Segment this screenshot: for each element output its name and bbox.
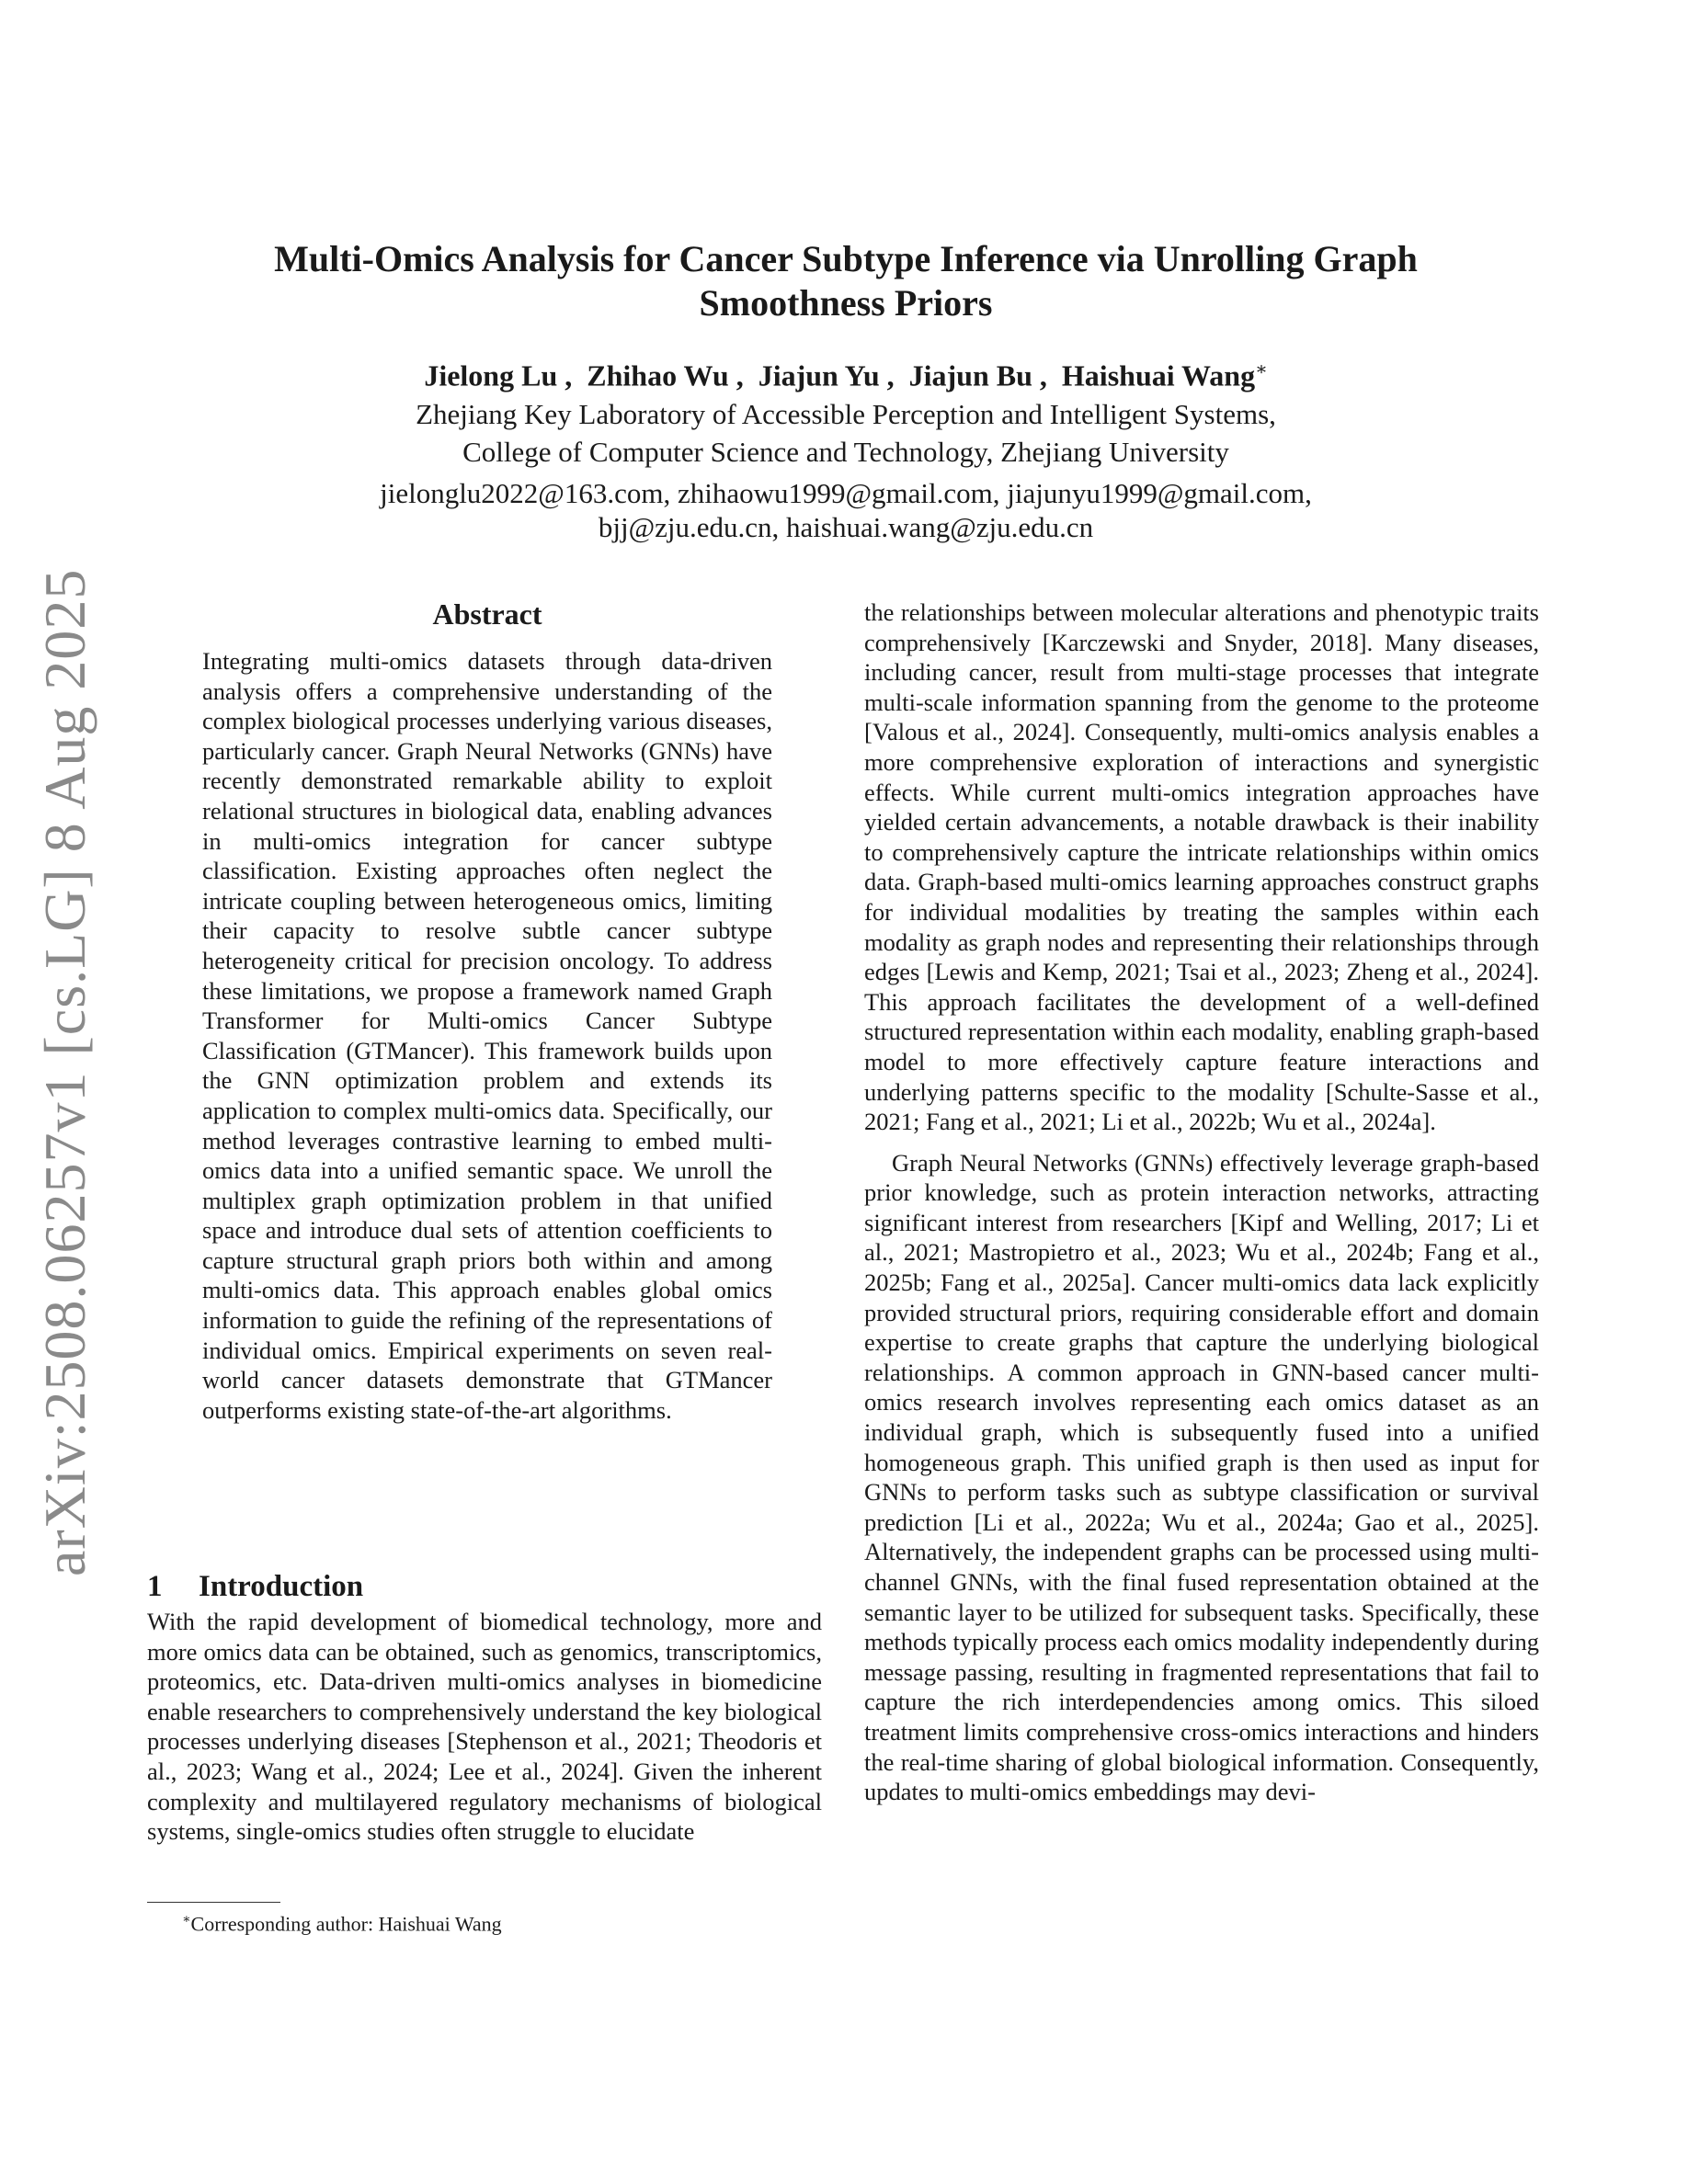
footnote-text: Corresponding author: Haishuai Wang (190, 1912, 502, 1936)
author-name: Jielong Lu (424, 358, 558, 392)
author-list: Jielong Lu , Zhihao Wu , Jiajun Yu , Jiajun Bu , Haishuai Wang∗ (424, 358, 1268, 392)
affiliation-line: Zhejiang Key Laboratory of Accessible Perception and Intelligent Systems, (416, 398, 1276, 430)
corresponding-author-mark: ∗ (1255, 359, 1268, 380)
section-title: Introduction (199, 1570, 364, 1603)
affiliation (184, 395, 1508, 471)
body-paragraph: Graph Neural Networks (GNNs) effectively leverage graph-based prior knowledge, such as protein interaction networks, attracting significant interest from researchers [Kipf and Welling, 2017; Li et al., 2021; Mastropietro et al., 2023; Wu et al., 2024b; Fang et al., 2025b; Fang et al., 2025a]. Cancer multi-omics data lack explicitly provided structural priors, requiring considerable effort and domain expertise to create graphs that capture the underlying biological relationships. A common approach in GNN-based cancer multi-omics research involves representing each omics dataset as an individual graph, which is subsequently fused into a unified homogeneous graph. This unified graph is then used as input for GNNs to perform tasks such as subtype classification or survival prediction [Li et al., 2022a; Wu et al., 2024a; Gao et al., 2025]. Alternatively, the independent graphs can be processed using multi-channel GNNs, with the final fused representation obtained at the semantic layer to be utilized for subsequent tasks. Specifically, these methods typically process each omics modality independently during message passing, resulting in fragmented representations that fail to capture the rich interdependencies among omics. This siloed treatment limits comprehensive cross-omics interactions and hinders the real-time sharing of global biological information. Consequently, updates to multi-omics embeddings may devi- (864, 1148, 1539, 1806)
footnote (182, 1907, 826, 1937)
email-line: bjj@zju.edu.cn, haishuai.wang@zju.edu.cn (598, 511, 1094, 543)
author-emails (184, 476, 1508, 544)
paper-title: Multi-Omics Analysis for Cancer Subtype Inference via Unrolling Graph Smoothness Priors (274, 238, 1418, 324)
author-name: Jiajun Yu (758, 358, 880, 392)
introduction-text: With the rapid development of biomedical technology, more and more omics data can be obtained, such as genomics, transcriptomics, proteomics, etc. Data-driven multi-omics analyses in biomedicine enable researchers to comprehensively understand the key biological processes underlying diseases [Stephenson et al., 2021; Theodoris et al., 2023; Wang et al., 2024; Lee et al., 2024]. Given the inherent complexity and multilayered regulatory mechanisms of biological systems, single-omics studies often struggle to elucidate (147, 1608, 822, 1846)
section-number: 1 (147, 1570, 163, 1603)
author-name: Haishuai Wang (1061, 358, 1256, 392)
footnote-rule (147, 1902, 280, 1903)
author-name: Zhihao Wu (587, 358, 729, 392)
body-paragraph: the relationships between molecular alterations and phenotypic traits comprehensively [Karczewski and Snyder, 2018]. Many diseases, including cancer, result from multi-stage processes that integrate multi-scale information spanning from the genome to the proteome [Valous et al., 2024]. Consequently, multi-omics analysis enables a more comprehensive exploration of interactions and synergistic effects. While current multi-omics integration approaches have yielded certain advancements, a notable drawback is their inability to comprehensively capture the intricate relationships within omics data. Graph-based multi-omics learning approaches construct graphs for individual modalities by treating the samples within each modality as graph nodes and representing their relationships through edges [Lewis and Kemp, 2021; Tsai et al., 2023; Zheng et al., 2024]. This approach facilitates the development of a well-defined structured representation within each modality, enabling graph-based model to more effectively capture feature interactions and underlying patterns specific to the modality [Schulte-Sasse et al., 2021; Fang et al., 2021; Li et al., 2022b; Wu et al., 2024a]. (864, 598, 1539, 1136)
footnote-mark: ∗ (182, 1913, 191, 1927)
right-column (864, 597, 1539, 1807)
author-name: Jiajun Bu (908, 358, 1032, 392)
email-line: jielonglu2022@163.com, zhihaowu1999@gmail.com, jiajunyu1999@gmail.com, (380, 477, 1312, 509)
affiliation-line: College of Computer Science and Technology, Zhejiang University (462, 436, 1229, 468)
abstract-text: Integrating multi-omics datasets through data-driven analysis offers a comprehensive understanding of the complex biological processes underlying various diseases, particularly cancer. Graph Neural Networks (GNNs) have recently demonstrated remarkable ability to exploit relational structures in biological data, enabling advances in multi-omics integration for cancer subtype classification. Existing approaches often neglect the intricate coupling between heterogeneous omics, limiting their capacity to resolve subtle cancer subtype heterogeneity critical for precision oncology. To address these limitations, we propose a framework named Graph Transformer for Multi-omics Cancer Subtype Classification (GTMancer). This framework builds upon the GNN optimization problem and extends its application to complex multi-omics data. Specifically, our method leverages contrastive learning to embed multi-omics data into a unified semantic space. We unroll the multiplex graph optimization problem in that unified space and introduce dual sets of attention coefficients to capture structural graph priors both within and among multi-omics data. This approach enables global omics information to guide the refining of the representations of individual omics. Empirical experiments on seven real-world cancer datasets demonstrate that GTMancer outperforms existing state-of-the-art algorithms. (202, 647, 772, 1424)
section-heading-introduction (147, 1567, 827, 1606)
arxiv-identifier-stamp: arXiv:2508.06257v1 [cs.LG] 8 Aug 2025 (32, 568, 97, 1576)
abstract-heading: Abstract (432, 597, 542, 631)
